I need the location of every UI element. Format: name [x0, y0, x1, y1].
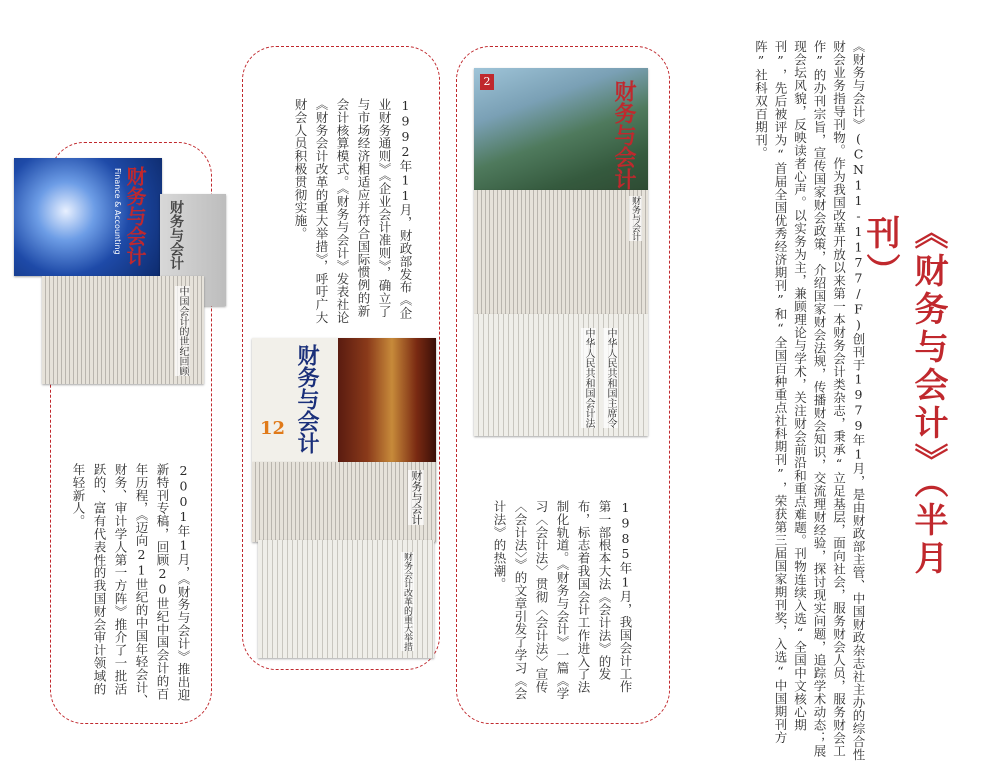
magazine-title: 财务与会计 — [168, 200, 184, 270]
magazine-cover-1992 — [252, 338, 436, 462]
magazine-cover-1985 — [474, 68, 648, 190]
text-1992: 1992年11月，财政部发布《企业财务通则》《企业会计准则》，确立了与市场经济相适应并符合国际惯例的新会计核算模式。《财务与会计》发表社论《财务会计改革的重大举措》，呼吁广大财会人员积极贯彻实施。 — [293, 98, 413, 324]
text-2001: 2001年1月，《财务与会计》推出迎新特刊专稿，回顾20世纪中国会计的百年历程，《迈向21世纪的中国年轻会计、财务、审计学人第一方阵》推介了一批活跃的、富有代表性的我国财会审计领域的年轻新人。 — [71, 463, 191, 707]
magazine-cover-2001 — [14, 158, 162, 276]
page-title: 《财务与会计》（半月刊） — [860, 215, 948, 578]
document-page-1985-a — [474, 190, 648, 314]
document-heading: 中华人民共和国主席令 — [605, 328, 616, 428]
document-heading: 财务与会计 — [630, 196, 640, 241]
text-1985: 1985年1月，我国会计工作第一部根本大法《会计法》的发布，标志着我国会计工作进入了法制化轨道。《财务与会计》一篇《学习〈会计法〉贯彻〈会计法〉宣传〈会计法〉》的文章引发了学习《会计法》的热潮。 — [492, 500, 633, 701]
document-heading: 财务会计改革的重大举措 — [402, 552, 412, 651]
document-page-1992-a — [252, 462, 436, 542]
issue-number: 12 — [260, 418, 286, 439]
document-page-1985-b — [474, 314, 648, 436]
magazine-english-title: Finance & Accounting — [113, 168, 122, 255]
intro-paragraph: 《财务与会计》(CN11-1177/F)创刊于1979年1月，是由财政部主管、中国财政杂志社主办的综合性财会业务指导刊物。作为我国改革开放以来第一本财务会计类杂志，秉承“立足基层，面向社会，服务财会人员，服务财会工作”的办刊宗旨，宣传国家财会政策，介绍国家财会法规，传播财会知识，交流理财经验，探讨现实问题，追踪学术动态；展现会坛风貌，反映读者心声。以实务为主，兼顾理论与学术，关注财会前沿和重点难题。刊物连续入选“全国中文核心期刊”，先后被评为“首届全国优秀经济期刊”和“全国百种重点社科期刊”，荣获第三届国家期刊奖，入选“中国期刊方阵”社科双百期刊。 — [753, 40, 866, 761]
document-subheading: 中华人民共和国会计法 — [583, 328, 594, 428]
magazine-title: 财务与会计 — [611, 80, 637, 190]
issue-number: 2 — [480, 74, 494, 90]
magazine-title: 财务与会计 — [294, 344, 320, 454]
document-heading: 财务与会计 — [410, 470, 423, 525]
document-heading: 中国会计的世纪回顾 — [177, 286, 188, 376]
document-page-2001 — [42, 276, 204, 384]
document-page-1992-b — [258, 540, 434, 658]
magazine-title: 财务与会计 — [123, 166, 147, 266]
hall-photo — [338, 338, 436, 462]
